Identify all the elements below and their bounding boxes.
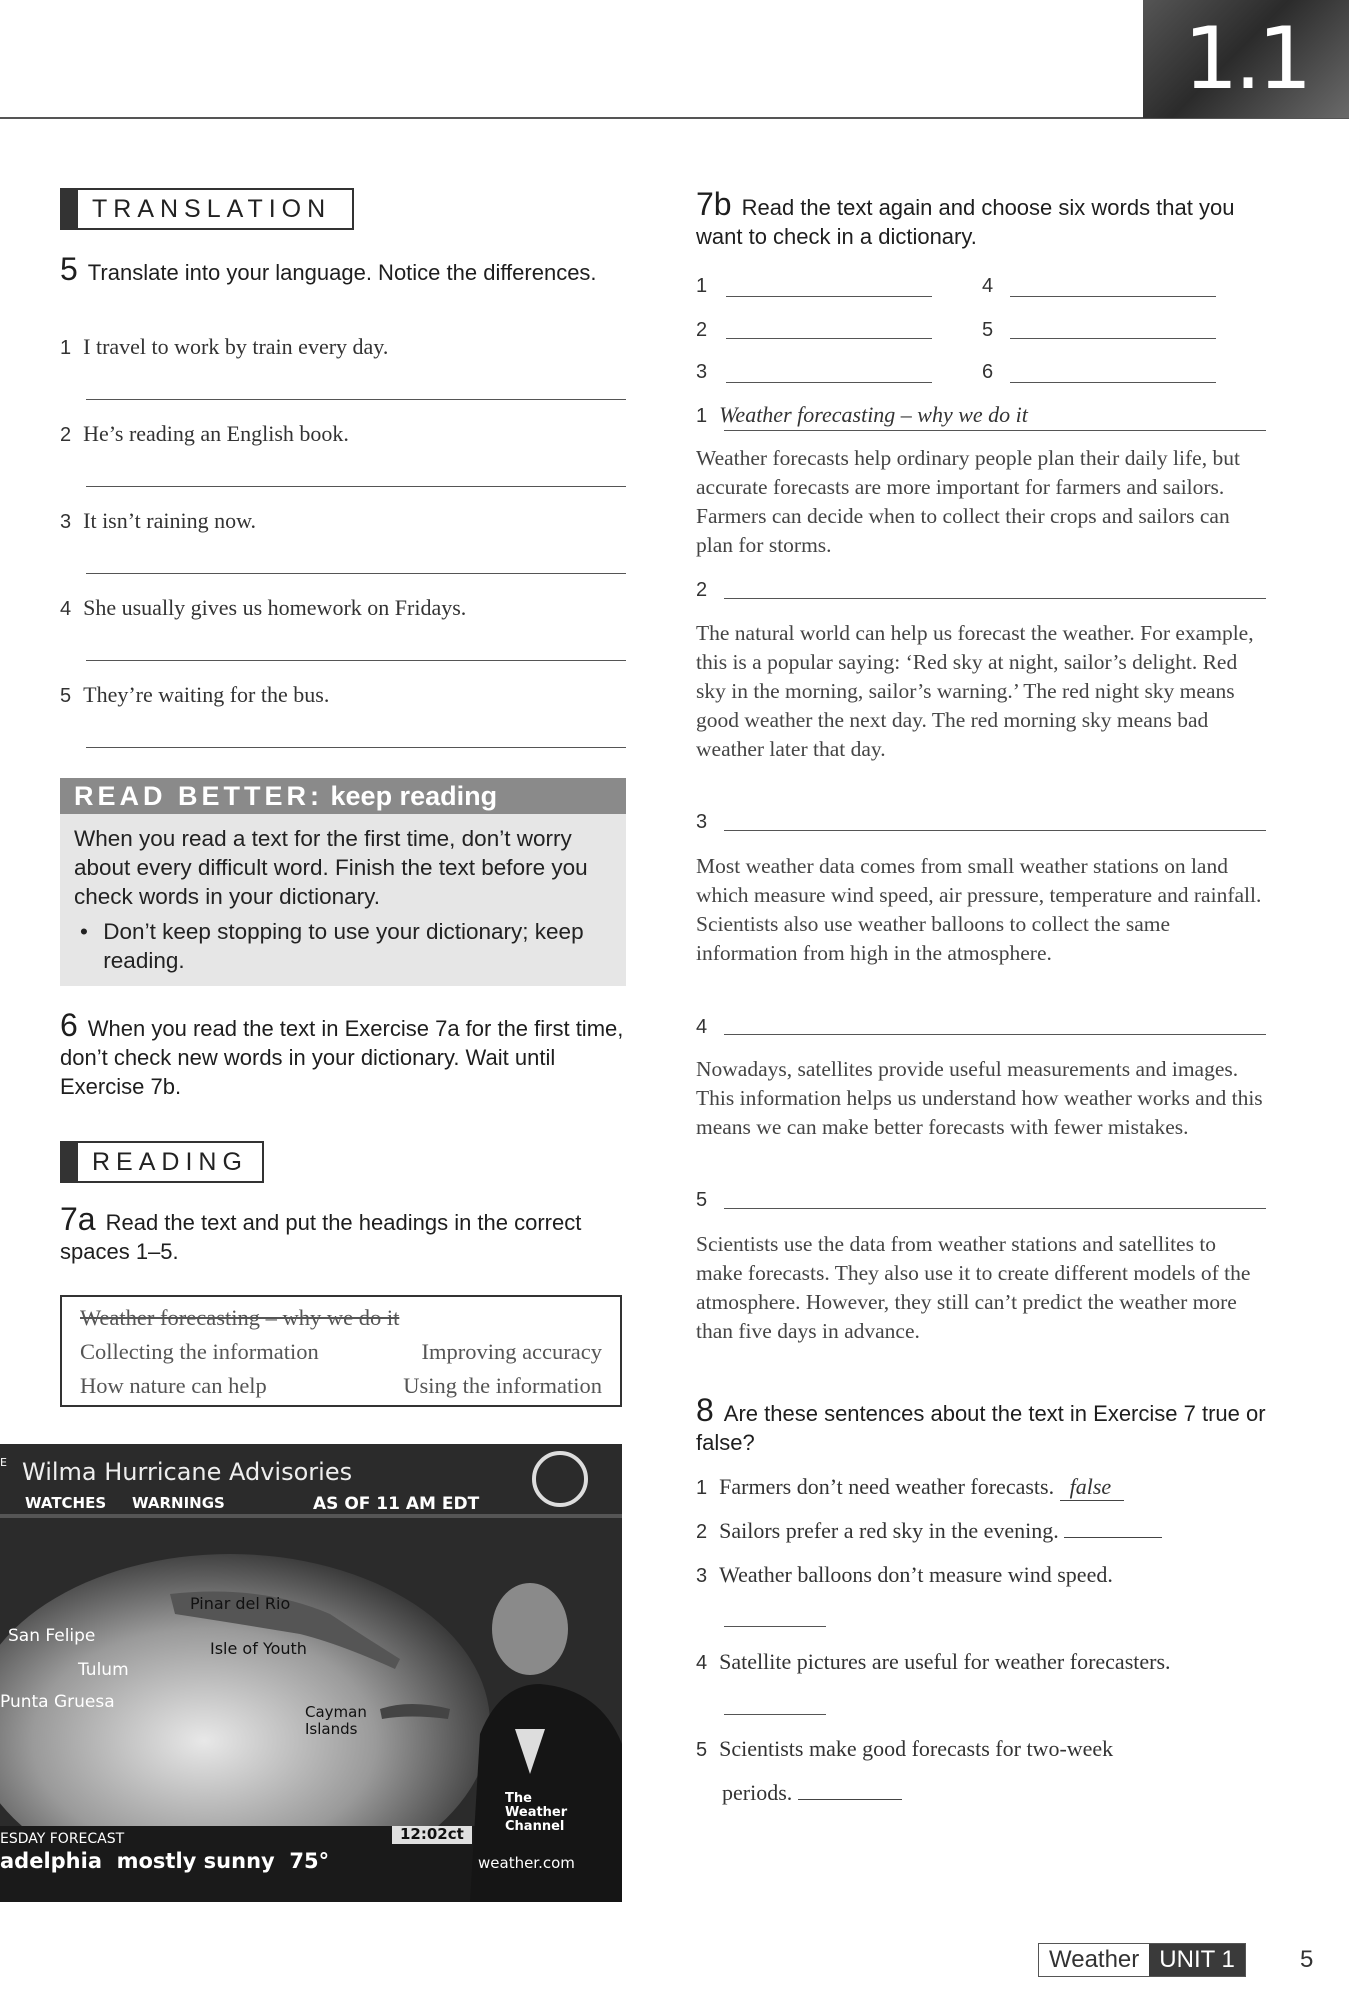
- tv-edge-letter: E: [0, 1456, 7, 1469]
- article-section-3-text: Most weather data comes from small weather stations on land which measure wind speed, air pressure, temperature and rainfall. Scientists also use weather balloons to collect the same information from high in the atmosphere.: [696, 854, 1262, 965]
- exercise-7a-number: 7a: [60, 1201, 96, 1237]
- article-section-2-text: The natural world can help us forecast the weather. For example, this is a popular saying: ‘Red sky at night, sailor’s delight. Red sky in the morning, sailor’s warning.’ The red night sky means good weather the next day. The red morning sky means bad weather later that day.: [696, 621, 1254, 761]
- article-section-1-text: Weather forecasts help ordinary people plan their daily life, but accurate forecasts are more important for farmers and sailors. Farmers can decide when to collect their crops and sailors can plan for storms.: [696, 446, 1240, 557]
- read-better-body: [60, 814, 626, 985]
- item-text: periods.: [722, 1780, 793, 1805]
- tv-place-label: Punta Gruesa: [0, 1692, 115, 1712]
- footer-unit-tab: [1038, 1943, 1246, 1977]
- tf-item-5: [696, 1736, 1113, 1762]
- tv-ticker: [0, 1849, 329, 1873]
- tv-title: Wilma Hurricane Advisories: [22, 1458, 353, 1486]
- exercise-5-number: 5: [60, 251, 78, 287]
- tf-item-1: [696, 1474, 1124, 1501]
- read-better-title-rest: keep reading: [330, 781, 498, 811]
- answer-example[interactable]: false: [1060, 1474, 1124, 1501]
- item-text: Weather balloons don’t measure wind speed.: [719, 1562, 1113, 1587]
- word-blank-line[interactable]: [1010, 296, 1216, 297]
- exercise-7a: [60, 1201, 600, 1266]
- unit-number-badge: 1.1: [1143, 0, 1349, 118]
- heading-bar: [62, 190, 78, 228]
- tv-site: weather.com: [478, 1854, 575, 1872]
- word-blank-line[interactable]: [726, 338, 932, 339]
- word-blank-1: [696, 272, 719, 298]
- word-blank-line[interactable]: [1010, 382, 1216, 383]
- item-number: 3: [696, 1565, 708, 1587]
- word-blank-5: [982, 316, 1005, 342]
- tf-item-2: [696, 1518, 1162, 1544]
- tv-time: 12:02ct: [400, 1825, 464, 1843]
- section-heading-line[interactable]: [724, 430, 1266, 431]
- section-heading-line[interactable]: [724, 598, 1266, 599]
- tv-place-label: San Felipe: [8, 1626, 96, 1646]
- exercise-8-number: 8: [696, 1392, 714, 1428]
- heading-bar: [62, 1143, 78, 1181]
- bullet-icon: •: [80, 919, 88, 944]
- answer-line-5[interactable]: [86, 747, 626, 748]
- exercise-8-text: Are these sentences about the text in Exercise 7 true or false?: [696, 1401, 1266, 1455]
- section-number: 3: [696, 811, 708, 833]
- tv-place-label: Isle of Youth: [210, 1639, 307, 1658]
- exercise-6: [60, 1007, 640, 1101]
- item-number: 2: [60, 424, 72, 446]
- word-blank-line[interactable]: [1010, 338, 1216, 339]
- translation-item-1: [60, 334, 388, 360]
- heading-option: Improving accuracy: [421, 1339, 602, 1364]
- section-number: 5: [696, 1189, 708, 1211]
- tv-ticker-temp: 75°: [289, 1849, 330, 1873]
- exercise-7b-number: 7b: [696, 186, 732, 222]
- read-better-text: When you read a text for the first time, don’t worry about every difficult word. Finish the text before you check words in your dictionary.: [74, 826, 588, 909]
- exercise-7b-text: Read the text again and choose six words that you want to check in a dictionary.: [696, 195, 1235, 249]
- article-section-5-heading: [696, 1186, 719, 1212]
- item-text: I travel to work by train every day.: [83, 334, 389, 359]
- section-heading-line[interactable]: [724, 1208, 1266, 1209]
- tv-place-label: Pinar del Rio: [190, 1594, 291, 1613]
- word-blank-line[interactable]: [726, 382, 932, 383]
- exercise-8: [696, 1392, 1266, 1457]
- blank-number: 6: [982, 361, 994, 383]
- translation-item-5: [60, 682, 329, 708]
- answer-blank[interactable]: [798, 1780, 902, 1800]
- article-section-4-heading: [696, 1013, 719, 1039]
- translation-item-2: [60, 421, 349, 447]
- read-better-box: [60, 778, 626, 986]
- section-heading-line[interactable]: [724, 1034, 1266, 1035]
- item-text: It isn’t raining now.: [83, 508, 257, 533]
- word-blank-3: [696, 358, 719, 384]
- tf-item-5-continued: [722, 1780, 902, 1806]
- word-blank-2: [696, 316, 719, 342]
- heading-option-struck: Weather forecasting – why we do it: [80, 1305, 400, 1330]
- blank-number: 5: [982, 319, 994, 341]
- answer-line-1[interactable]: [86, 399, 626, 400]
- section-heading-text: Weather forecasting – why we do it: [719, 402, 1028, 427]
- article-section-1-heading: [696, 402, 1028, 428]
- item-text: She usually gives us homework on Fridays.: [83, 595, 467, 620]
- exercise-5-text: Translate into your language. Notice the differences.: [87, 260, 597, 285]
- item-number: 5: [60, 685, 72, 707]
- tv-brand: The Weather Channel: [505, 1791, 568, 1834]
- tv-ticker-condition: mostly sunny: [116, 1849, 275, 1873]
- reading-section-heading: [60, 1141, 264, 1183]
- footer-topic: Weather: [1049, 1946, 1140, 1973]
- exercise-7a-text: Read the text and put the headings in the correct spaces 1–5.: [60, 1210, 582, 1264]
- tv-place-label: Tulum: [78, 1660, 129, 1680]
- weather-channel-photo: [0, 1444, 622, 1902]
- item-number: 5: [696, 1739, 708, 1761]
- article-section-2-heading: [696, 576, 719, 602]
- answer-blank[interactable]: [724, 1714, 826, 1715]
- answer-line-4[interactable]: [86, 660, 626, 661]
- read-better-bullet: [74, 917, 612, 975]
- page-number: 5: [1300, 1946, 1314, 1973]
- footer-unit: UNIT 1: [1149, 1944, 1245, 1976]
- read-better-bullet-text: Don’t keep stopping to use your dictionary; keep reading.: [103, 919, 584, 973]
- answer-line-3[interactable]: [86, 573, 626, 574]
- article-section-3-heading: [696, 808, 719, 834]
- tv-warnings: WARNINGS: [132, 1494, 225, 1512]
- heading-option: Using the information: [403, 1373, 602, 1398]
- item-number: 2: [696, 1521, 708, 1543]
- article-section-5-text: Scientists use the data from weather stations and satellites to make forecasts. They also use it to create different models of the atmosphere. However, they still can’t predict the weather more than five days in advance.: [696, 1232, 1251, 1343]
- translation-section-heading: [60, 188, 354, 230]
- exercise-6-number: 6: [60, 1007, 78, 1043]
- item-text: Scientists make good forecasts for two-week: [719, 1736, 1114, 1761]
- tv-as-of: AS OF 11 AM EDT: [313, 1494, 480, 1514]
- translation-heading-text: TRANSLATION: [92, 195, 332, 223]
- tv-place-label: Cayman Islands: [305, 1703, 367, 1738]
- section-number: 2: [696, 579, 708, 601]
- answer-blank[interactable]: [1064, 1518, 1162, 1538]
- section-number: 1: [696, 405, 708, 427]
- exercise-6-text: When you read the text in Exercise 7a for the first time, don’t check new words in your dictionary. Wait until Exercise 7b.: [60, 1016, 624, 1099]
- answer-blank[interactable]: [724, 1626, 826, 1627]
- tf-item-4: [696, 1649, 1171, 1675]
- headings-row: [80, 1335, 602, 1369]
- item-text: Sailors prefer a red sky in the evening.: [719, 1518, 1059, 1543]
- blank-number: 3: [696, 361, 708, 383]
- blank-number: 4: [982, 275, 994, 297]
- item-number: 4: [60, 598, 72, 620]
- translation-item-3: [60, 508, 256, 534]
- read-better-title: [60, 778, 626, 814]
- exercise-5-instruction: [60, 251, 600, 287]
- article-section-4-text: Nowadays, satellites provide useful measurements and images. This information helps us understand how weather works and this means we can make better forecasts with fewer mistakes.: [696, 1057, 1263, 1139]
- word-blank-4: [982, 272, 1005, 298]
- blank-number: 1: [696, 275, 708, 297]
- word-blank-line[interactable]: [726, 296, 932, 297]
- tv-ticker-city: adelphia: [0, 1849, 102, 1873]
- item-text: Farmers don’t need weather forecasts.: [719, 1474, 1055, 1499]
- heading-option: How nature can help: [80, 1373, 267, 1398]
- tv-watches: WATCHES: [25, 1494, 107, 1512]
- item-text: Satellite pictures are useful for weather forecasters.: [719, 1649, 1171, 1674]
- headings-box: [60, 1295, 622, 1407]
- read-better-title-caps: READ BETTER:: [74, 781, 323, 811]
- item-number: 4: [696, 1652, 708, 1674]
- item-number: 1: [60, 337, 72, 359]
- item-text: They’re waiting for the bus.: [83, 682, 330, 707]
- tv-ticker-label: ESDAY FORECAST: [0, 1831, 125, 1847]
- reading-heading-text: READING: [92, 1148, 248, 1176]
- item-text: He’s reading an English book.: [83, 421, 349, 446]
- answer-line-2[interactable]: [86, 486, 626, 487]
- item-number: 3: [60, 511, 72, 533]
- translation-item-4: [60, 595, 466, 621]
- headings-row: [80, 1369, 602, 1403]
- tf-item-3: [696, 1562, 1113, 1588]
- exercise-7b: [696, 186, 1266, 251]
- word-blank-6: [982, 358, 1005, 384]
- blank-number: 2: [696, 319, 708, 341]
- section-number: 4: [696, 1016, 708, 1038]
- heading-option: Collecting the information: [80, 1339, 319, 1364]
- section-heading-line[interactable]: [724, 830, 1266, 831]
- item-number: 1: [696, 1477, 708, 1499]
